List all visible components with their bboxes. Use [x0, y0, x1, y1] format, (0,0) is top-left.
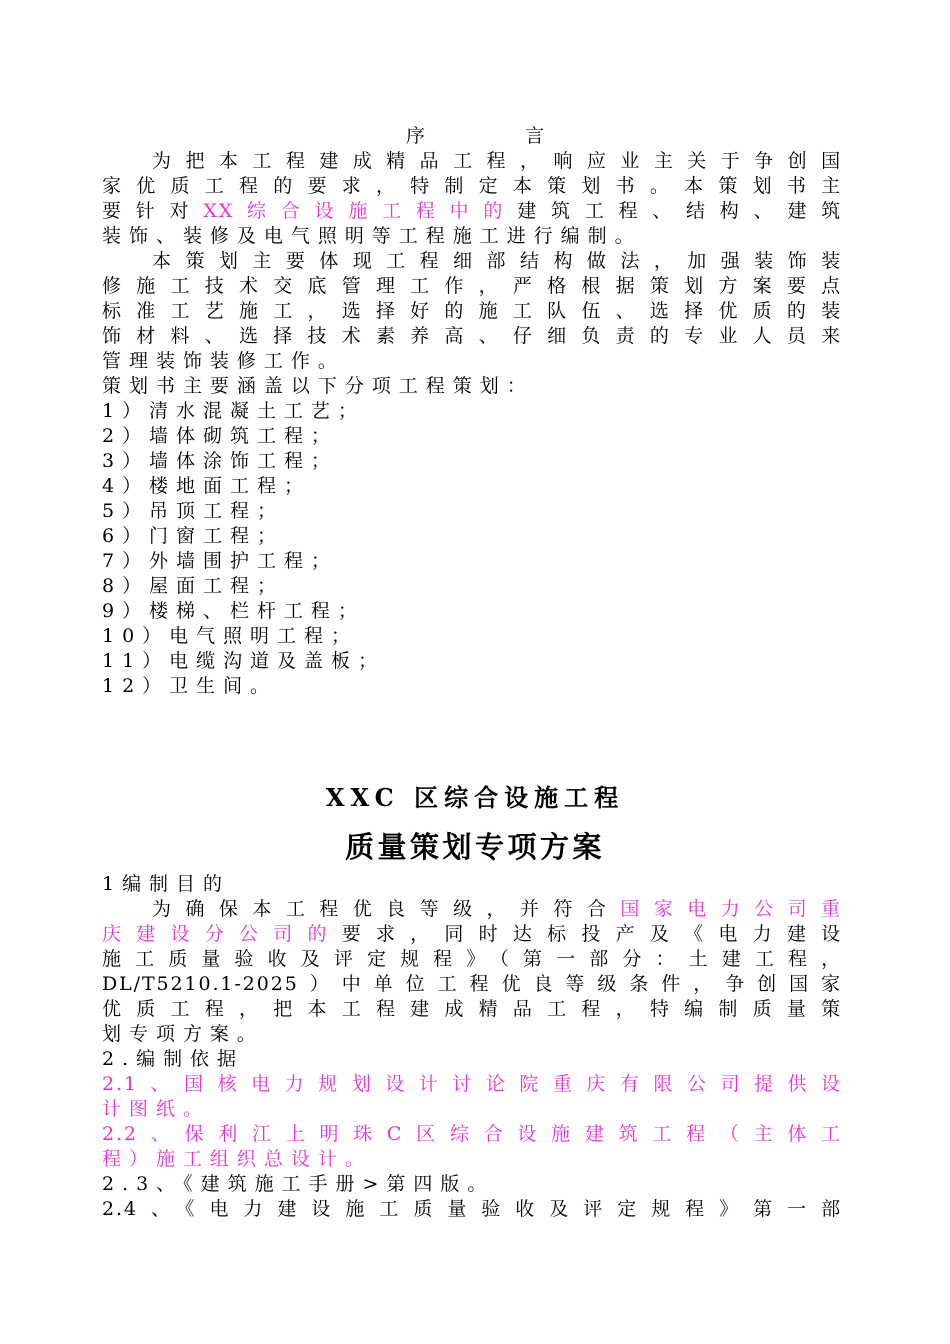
- highlighted-text: 国家电力公司重: [620, 898, 842, 920]
- list-item: 2）墙体砌筑工程；: [102, 425, 338, 447]
- highlighted-text: 2.2、保利江上明珠C区综合设施建筑工程（主体工: [102, 1123, 842, 1145]
- text-line: 标准工艺施工，选择好的施工队伍、选择优质的装: [102, 300, 842, 322]
- text-run: 2.3、《建筑施工手册>第四版。: [102, 1173, 495, 1195]
- text-run: 为把本工程建成精品工程，响应业主关于争创国: [152, 150, 842, 172]
- text-line: [102, 1072, 842, 1097]
- list-item: 12）卫生间。: [102, 675, 278, 697]
- text-run: 要求，同时达标投产及《电力建设: [341, 923, 842, 945]
- text-run: 优质工程，把本工程建成精品工程，特编制质量策: [102, 998, 842, 1020]
- text-run: 装饰、装修及电气照明等工程施工进行编制。: [102, 225, 642, 247]
- text-line: 饰材料、选择技术素养高、仔细负责的专业人员来: [102, 325, 842, 347]
- text-run: 要针对: [102, 200, 204, 222]
- preface-list: [102, 374, 842, 699]
- section-heading-basis: 2.编制依据: [102, 1048, 245, 1070]
- text-line: [102, 1122, 842, 1147]
- text-run: 施工质量验收及评定规程》（第一部分：土建工程，: [102, 948, 842, 970]
- text-line: [102, 224, 842, 249]
- section-purpose: [102, 872, 842, 1047]
- text-run: 划专项方案。: [102, 1023, 264, 1045]
- text-line: [102, 199, 842, 224]
- text-run: 2.4、《电力建设施工质量验收及评定规程》第一部: [102, 1198, 842, 1220]
- preface-paragraph-2: [102, 249, 842, 374]
- text-line: [102, 149, 842, 174]
- text-line: [102, 1022, 842, 1047]
- text-line: [102, 997, 842, 1022]
- text-line: 修施工技术交底管理工作，严格根据策划方案要点: [102, 275, 842, 297]
- highlighted-text: XX综合设施工程中的: [203, 200, 518, 222]
- text-line: [102, 922, 842, 947]
- list-item: 6）门窗工程；: [102, 525, 284, 547]
- text-line: [102, 174, 842, 199]
- section-basis: [102, 1047, 842, 1222]
- list-item: 11）电缆沟道及盖板；: [102, 650, 385, 672]
- list-item: 8）屋面工程；: [102, 575, 284, 597]
- text-line: [102, 947, 842, 972]
- preface-title-right: 言: [525, 125, 545, 147]
- list-item: 7）外墙围护工程；: [102, 550, 338, 572]
- text-line: 管理装饰装修工作。: [102, 350, 345, 372]
- section-heading-purpose: 1编制目的: [102, 873, 230, 895]
- list-item: 10）电气照明工程；: [102, 625, 358, 647]
- preface-paragraph-1: [102, 149, 842, 249]
- highlighted-text: 2.1、国核电力规划设计讨论院重庆有限公司提供设: [102, 1073, 842, 1095]
- highlighted-text: 庆建设分公司的: [102, 923, 342, 945]
- preface-title: [0, 124, 950, 149]
- list-item: 3）墙体涂饰工程；: [102, 450, 338, 472]
- text-line: [102, 1172, 842, 1197]
- list-item: 5）吊顶工程；: [102, 500, 284, 522]
- list-item: 9）楼梯、栏杆工程；: [102, 600, 365, 622]
- text-line: [102, 1097, 842, 1122]
- text-run: 家优质工程的要求，特制定本策划书。本策划书主: [102, 175, 842, 197]
- preface-title-left: 序: [405, 125, 425, 147]
- list-item: 4）楼地面工程；: [102, 475, 311, 497]
- text-run: 为确保本工程优良等级，并符合: [152, 898, 621, 920]
- text-run: DL/T5210.1-2025）中单位工程优良等级条件，争创国家: [102, 973, 842, 995]
- text-line: [102, 1147, 842, 1172]
- list-intro: 策划书主要涵盖以下分项工程策划：: [102, 375, 534, 397]
- text-line: 本策划主要体现工程细部结构做法，加强装饰装: [152, 250, 842, 272]
- text-line: [102, 897, 842, 922]
- text-line: [102, 1197, 842, 1222]
- doc-title-2: 质量策划专项方案: [345, 830, 605, 864]
- doc-title-1: XXC 区综合设施工程: [325, 783, 625, 812]
- highlighted-text: 程）施工组织总设计。: [102, 1148, 372, 1170]
- highlighted-text: 计图纸。: [102, 1098, 210, 1120]
- list-item: 1）清水混凝土工艺；: [102, 400, 365, 422]
- text-line: [102, 972, 842, 997]
- text-run: 建筑工程、结构、建筑: [517, 200, 842, 222]
